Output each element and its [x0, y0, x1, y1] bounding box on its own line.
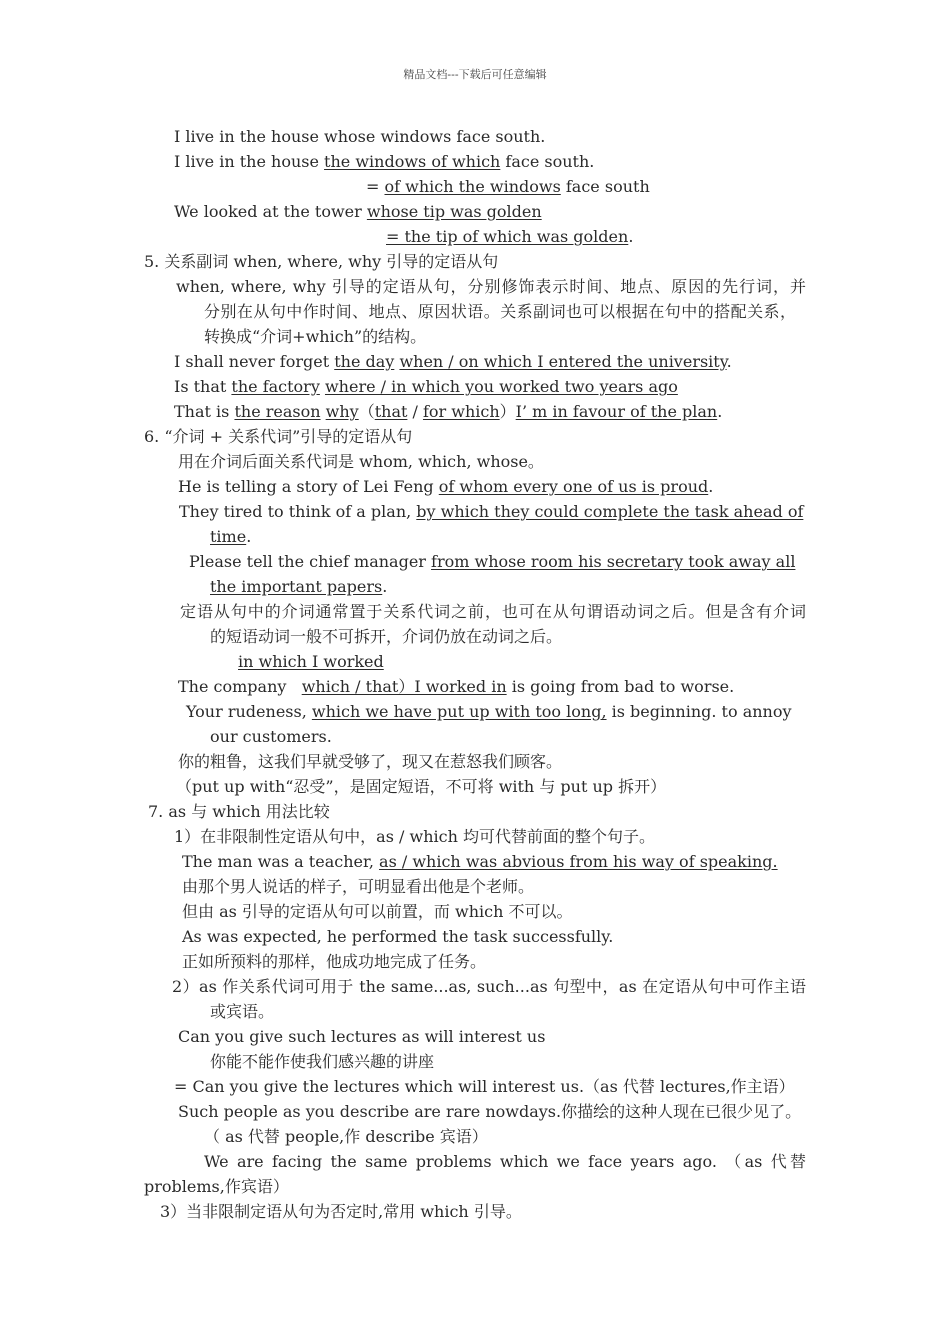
section-heading-6: 6. “介词 + 关系代词”引导的定语从句 — [144, 427, 413, 446]
example-sentence: = Can you give the lectures which will interest us.（as 代替 lectures,作主语） — [174, 1077, 795, 1096]
example-sentence: They tired to think of a plan, by which they could complete the task ahead of — [179, 502, 804, 521]
explanation-text: 用在介词后面关系代词是 whom, which, whose。 — [178, 452, 544, 471]
page-header: 精品文档---下载后可任意编辑 — [403, 68, 547, 81]
explanation-text: 转换成“介词+which”的结构。 — [204, 327, 427, 346]
section-heading-7: 7. as 与 which 用法比较 — [148, 802, 330, 821]
example-sentence: We are facing the same problems which we face years ago. （as 代替 — [204, 1152, 806, 1171]
explanation-text: 分别在从句中作时间、地点、原因状语。关系副词也可以根据在句中的搭配关系， — [204, 302, 796, 321]
explanation-text: 但由 as 引导的定语从句可以前置，而 which 不可以。 — [182, 902, 573, 921]
translation-text: 你能不能作使我们感兴趣的讲座 — [210, 1052, 435, 1071]
example-sentence: Is that the factory where / in which you worked two years ago — [174, 377, 678, 396]
translation-text: 你的粗鲁，这我们早就受够了，现又在惹怒我们顾客。 — [178, 752, 563, 771]
explanation-text: 的短语动词一般不可拆开，介词仍放在动词之后。 — [210, 627, 563, 646]
example-sentence: Such people as you describe are rare nowdays.你描绘的这种人现在已很少见了。 — [178, 1102, 802, 1121]
explanation-text: 1）在非限制性定语从句中，as / which 均可代替前面的整个句子。 — [174, 827, 655, 846]
translation-text: 由那个男人说话的样子，可明显看出他是个老师。 — [182, 877, 535, 896]
example-sentence: = the tip of which was golden. — [386, 227, 634, 246]
example-sentence: We looked at the tower whose tip was golden — [174, 202, 542, 221]
explanation-text: 定语从句中的介词通常置于关系代词之前，也可在从句谓语动词之后。但是含有介词 — [180, 602, 806, 621]
example-sentence: Please tell the chief manager from whose room his secretary took away all — [189, 552, 796, 571]
example-sentence: Can you give such lectures as will interest us — [178, 1027, 546, 1046]
example-sentence: I live in the house the windows of which face south. — [174, 152, 595, 171]
example-sentence: As was expected, he performed the task successfully. — [182, 927, 614, 946]
example-sentence: in which I worked — [238, 652, 384, 671]
example-sentence: That is the reason why（that / for which）I’ m in favour of the plan. — [174, 402, 723, 421]
example-sentence: I shall never forget the day when / on which I entered the university. — [174, 352, 732, 371]
explanation-text: when, where, why 引导的定语从句，分别修饰表示时间、地点、原因的先行词，并 — [176, 277, 806, 296]
translation-text: 正如所预料的那样，他成功地完成了任务。 — [182, 952, 487, 971]
explanation-text: （put up with“忍受”，是固定短语，不可将 with 与 put up 拆开） — [176, 777, 667, 796]
explanation-text: 或宾语。 — [210, 1002, 275, 1021]
example-sentence: I live in the house whose windows face south. — [174, 127, 546, 146]
explanation-text: 3）当非限制定语从句为否定时,常用 which 引导。 — [160, 1202, 522, 1221]
example-sentence: our customers. — [210, 727, 332, 746]
example-sentence: The man was a teacher, as / which was abvious from his way of speaking. — [182, 852, 778, 871]
explanation-text: 2）as 作关系代词可用于 the same...as, such...as 句型中，as 在定语从句中可作主语 — [172, 977, 806, 996]
section-heading-5: 5. 关系副词 when, where, why 引导的定语从句 — [144, 252, 499, 271]
example-sentence: problems,作宾语） — [144, 1177, 289, 1196]
example-sentence: = of which the windows face south — [366, 177, 650, 196]
example-sentence: He is telling a story of Lei Feng of whom every one of us is proud. — [178, 477, 714, 496]
example-sentence: The company which / that）I worked in is going from bad to worse. — [178, 677, 735, 696]
example-sentence: the important papers. — [210, 577, 388, 596]
explanation-text: （ as 代替 people,作 describe 宾语） — [204, 1127, 488, 1146]
example-sentence: time. — [210, 527, 252, 546]
example-sentence: Your rudeness, which we have put up with too long, is beginning. to annoy — [186, 702, 792, 721]
